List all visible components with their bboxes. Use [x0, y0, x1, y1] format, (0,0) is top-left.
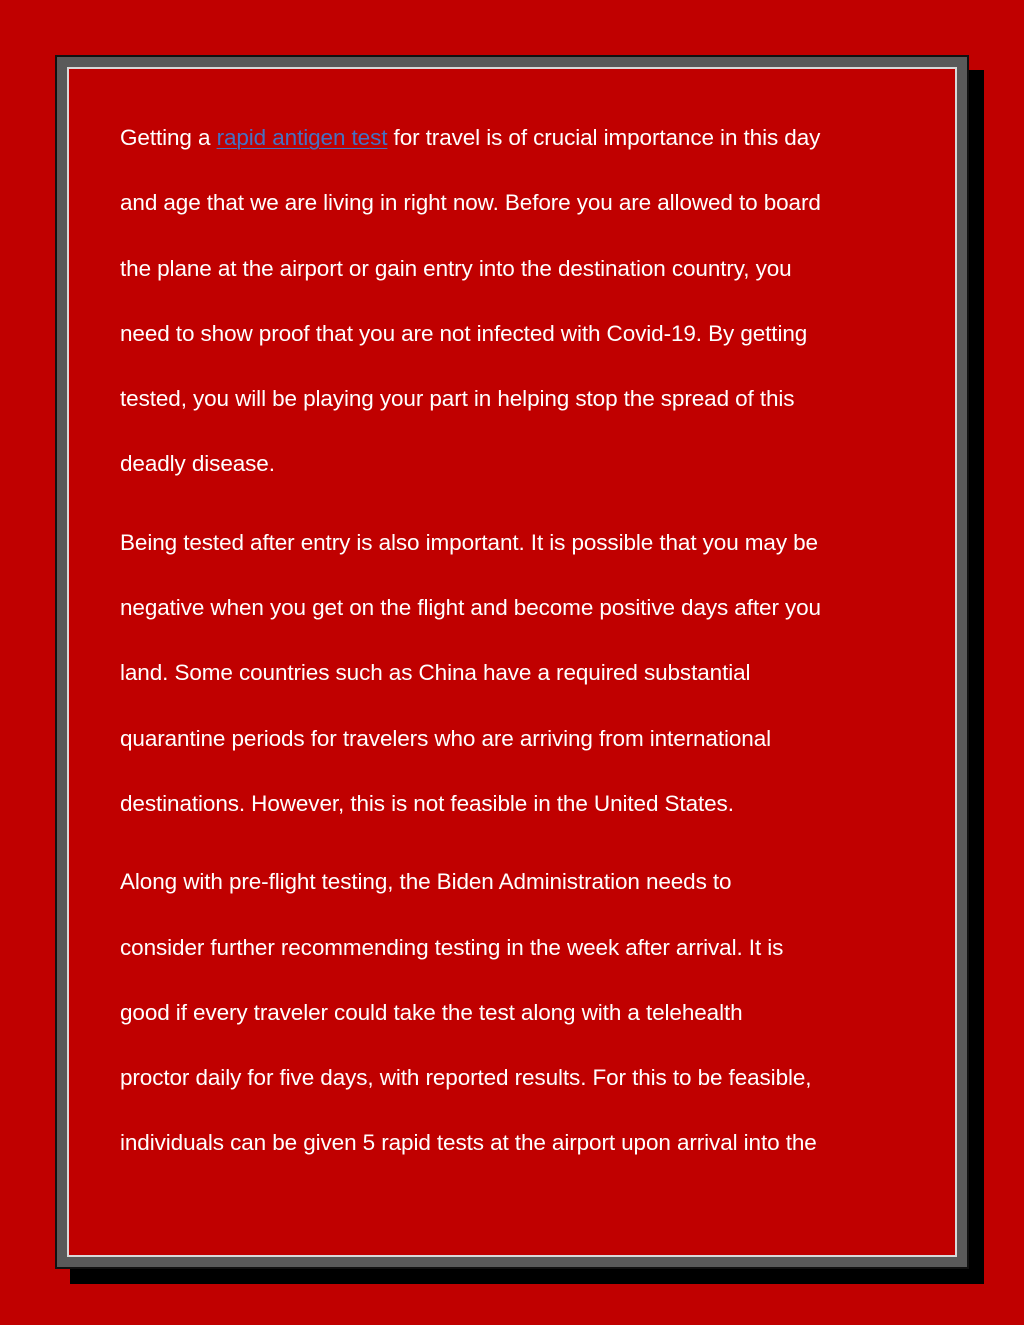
text-line: land. Some countries such as China have a required substantial [120, 660, 751, 686]
text-segment: for travel is of crucial importance in this day [387, 125, 821, 150]
paragraph-2 [120, 510, 920, 836]
text-line: need to show proof that you are not infected with Covid-19. By getting [120, 320, 808, 346]
text-line: proctor daily for five days, with reported results. For this to be feasible, [120, 1065, 812, 1091]
text-line: consider further recommending testing in the week after arrival. It is [120, 934, 784, 960]
text-segment: Getting a [120, 125, 217, 150]
text-line: deadly disease. [120, 451, 275, 477]
text-line: Being tested after entry is also important. It is possible that you may be [120, 529, 818, 555]
text-line: destinations. However, this is not feasible in the United States. [120, 790, 734, 816]
text-line: negative when you get on the flight and become positive days after you [120, 595, 821, 621]
paragraph-1 [120, 105, 920, 497]
text-line: individuals can be given 5 rapid tests at the airport upon arrival into the [120, 1130, 817, 1156]
text-line: and age that we are living in right now. Before you are allowed to board [120, 190, 821, 216]
text-line: tested, you will be playing your part in helping stop the spread of this [120, 386, 795, 412]
paragraph-3 [120, 849, 920, 1175]
text-line: good if every traveler could take the test along with a telehealth [120, 999, 743, 1025]
text-line: Along with pre-flight testing, the Biden Administration needs to [120, 869, 732, 895]
text-line: quarantine periods for travelers who are arriving from international [120, 725, 772, 751]
text-line [120, 105, 920, 170]
text-line: the plane at the airport or gain entry into the destination country, you [120, 255, 792, 281]
rapid-antigen-test-link[interactable]: rapid antigen test [216, 125, 388, 150]
document-body [120, 105, 920, 1189]
